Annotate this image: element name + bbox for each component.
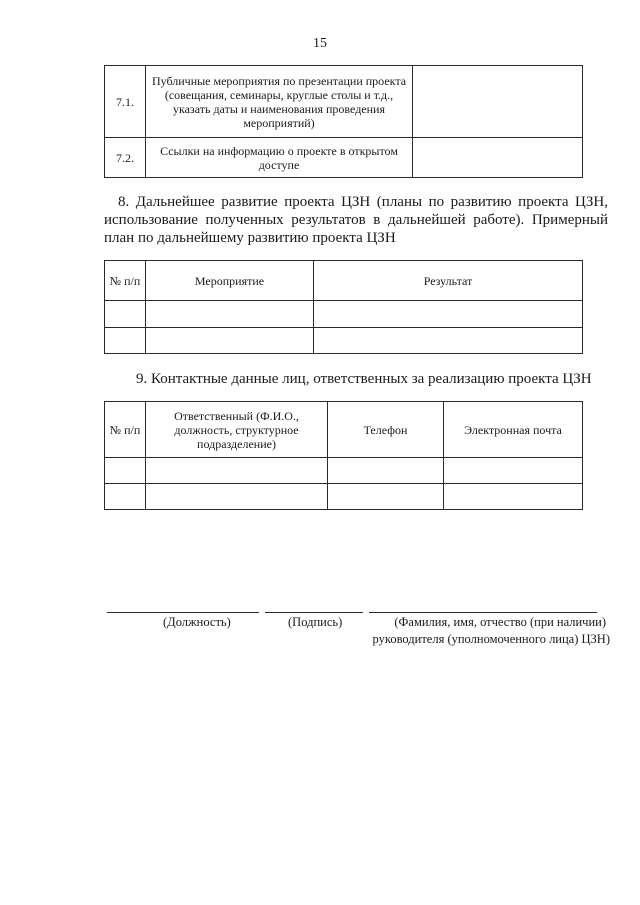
empty-cell[interactable] — [314, 328, 583, 354]
row-number: 7.1. — [105, 66, 146, 138]
empty-cell[interactable] — [105, 328, 146, 354]
table-row — [105, 328, 583, 354]
row-number: 7.2. — [105, 138, 146, 178]
table-row — [105, 138, 583, 178]
empty-cell[interactable] — [105, 301, 146, 328]
position-caption: (Должность) — [163, 615, 231, 629]
empty-cell[interactable] — [146, 458, 328, 484]
header-event: Мероприятие — [146, 261, 314, 301]
table-section-8 — [104, 260, 583, 354]
empty-cell[interactable] — [105, 484, 146, 510]
header-responsible: Ответственный (Ф.И.О., должность, структурное подразделение) — [146, 402, 328, 458]
row-text: Ссылки на информацию о проекте в открытом доступе — [146, 138, 413, 178]
table-row — [105, 458, 583, 484]
empty-cell[interactable] — [328, 458, 444, 484]
position-line — [107, 612, 259, 613]
signature-line — [265, 612, 363, 613]
section-8-line-3: план по дальнейшему развитию проекта ЦЗН — [104, 230, 396, 246]
table-section-9 — [104, 401, 583, 510]
name-caption-line-2: руководителя (уполномоченного лица) ЦЗН) — [372, 632, 610, 646]
empty-cell[interactable] — [146, 301, 314, 328]
page-number: 15 — [313, 36, 327, 51]
table-row — [105, 484, 583, 510]
row-value-cell[interactable] — [413, 138, 583, 178]
header-result: Результат — [314, 261, 583, 301]
table-section-7 — [104, 65, 583, 178]
table-row — [105, 301, 583, 328]
section-9-title: 9. Контактные данные лиц, ответственных за реализацию проекта ЦЗН — [136, 371, 592, 387]
empty-cell[interactable] — [146, 484, 328, 510]
header-email: Электронная почта — [444, 402, 583, 458]
empty-cell[interactable] — [444, 458, 583, 484]
section-8-line-2: использование полученных результатов в дальнейшей работе). Примерный — [104, 212, 608, 228]
name-caption-line-1: (Фамилия, имя, отчество (при наличии) — [394, 615, 606, 629]
empty-cell[interactable] — [314, 301, 583, 328]
empty-cell[interactable] — [146, 328, 314, 354]
empty-cell[interactable] — [328, 484, 444, 510]
signature-caption: (Подпись) — [288, 615, 343, 629]
row-text: Публичные мероприятия по презентации проекта (совещания, семинары, круглые столы и т.д., указать даты и наименования проведения мероприятий) — [146, 66, 413, 138]
table-header-row — [105, 261, 583, 301]
empty-cell[interactable] — [105, 458, 146, 484]
table-header-row — [105, 402, 583, 458]
row-value-cell[interactable] — [413, 66, 583, 138]
section-8-line-1: 8. Дальнейшее развитие проекта ЦЗН (планы по развитию проекта ЦЗН, — [118, 194, 608, 210]
name-line — [369, 612, 597, 613]
header-number: № п/п — [105, 261, 146, 301]
table-row — [105, 66, 583, 138]
header-phone: Телефон — [328, 402, 444, 458]
header-number: № п/п — [105, 402, 146, 458]
empty-cell[interactable] — [444, 484, 583, 510]
